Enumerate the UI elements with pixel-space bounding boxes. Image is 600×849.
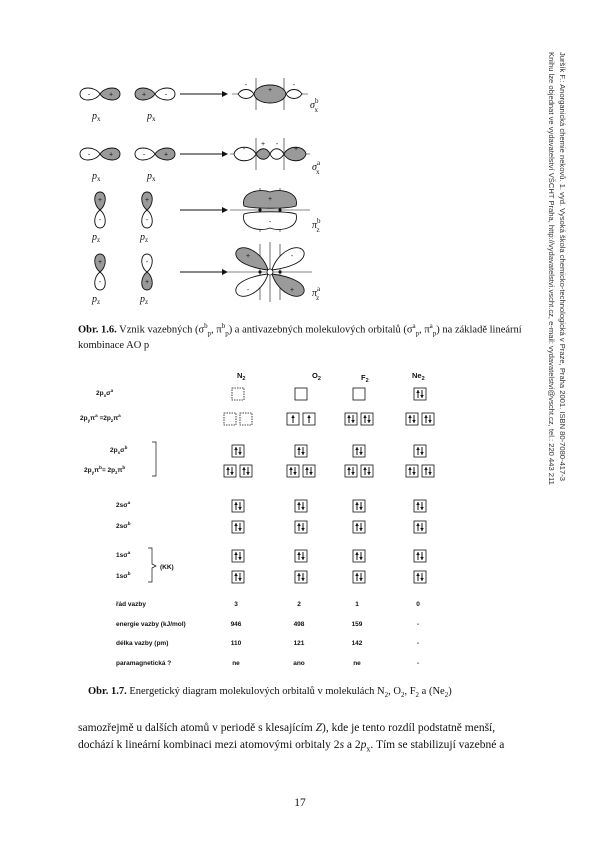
arrowhead <box>222 91 228 97</box>
orbital-box <box>295 521 307 533</box>
table-cell: 498 <box>293 621 305 628</box>
orbital-box <box>414 500 426 512</box>
px-orbital-left <box>80 88 120 100</box>
ao-label: $p_x$ <box>147 171 156 183</box>
orbital-box <box>414 521 426 533</box>
molecule-f2: $F_2$ <box>361 373 369 384</box>
svg-text:+: + <box>293 146 299 153</box>
table-row <box>116 601 420 608</box>
molecule-n2: $N_2$ <box>237 371 246 382</box>
orbital-box <box>295 445 307 457</box>
level-label-2px-sigma-b: $2p_x\sigma^b$ <box>110 445 128 455</box>
ao-label: $p_x$ <box>147 111 156 123</box>
table-row <box>116 640 419 647</box>
mo-label-pi-b: $\pi^b$ z <box>312 217 321 234</box>
orbital-overlap-figure <box>70 72 340 312</box>
orbital-box <box>240 465 252 477</box>
orbital-box <box>224 413 236 425</box>
level-label-2p-pi-b: $2p_y\pi^b= 2p_z\pi^b$ <box>84 465 126 475</box>
svg-text:-: - <box>244 82 248 89</box>
orbital-box <box>353 571 365 583</box>
table-row <box>116 621 419 628</box>
svg-text:+: + <box>144 279 150 286</box>
table-cell: 0 <box>416 601 420 608</box>
ao-label: $p_x$ <box>92 171 101 183</box>
pz-orbital-left <box>95 192 106 228</box>
molecule-ne2: $Ne_2$ <box>412 371 425 382</box>
ao-label: $p_z$ <box>92 232 101 244</box>
svg-text:-: - <box>242 146 246 153</box>
pz-orbital-right <box>142 192 153 228</box>
table-cell: - <box>416 660 420 667</box>
table-cell: ne <box>232 660 240 667</box>
side-citation <box>532 52 568 592</box>
energy-diagram-figure <box>76 368 436 678</box>
table-cell: 142 <box>351 640 363 647</box>
svg-text:+: + <box>267 196 273 203</box>
orbital-box <box>232 445 244 457</box>
molecule-o2: $O_2$ <box>312 371 321 382</box>
orbital-box <box>361 413 373 425</box>
orbital-box <box>353 550 365 562</box>
pz-orbital-left <box>95 254 106 290</box>
table-cell: ano <box>293 660 305 667</box>
svg-text:-: - <box>98 217 102 224</box>
table-cell: - <box>416 640 420 647</box>
mo-sigma-a <box>230 138 310 170</box>
orbital-box <box>353 500 365 512</box>
orbital-box <box>422 413 434 425</box>
orbital-box <box>232 388 244 400</box>
row-label-bond-order: řád vazby <box>116 601 146 608</box>
orbital-box <box>353 445 365 457</box>
orbital-box <box>232 571 244 583</box>
row-label-bond-length: délka vazby (pm) <box>116 640 169 647</box>
table-cell: 159 <box>351 621 363 628</box>
orbital-box <box>406 413 418 425</box>
level-label-1s-sigma-b: $1s\sigma^b$ <box>116 571 131 580</box>
orbital-box <box>232 500 244 512</box>
svg-text:-: - <box>292 82 296 89</box>
orbital-box <box>353 521 365 533</box>
orbital-boxes <box>224 388 434 583</box>
pz-orbital-right <box>142 254 153 290</box>
svg-text:+: + <box>97 259 103 266</box>
table-cell: 2 <box>297 601 301 608</box>
page-number: 17 <box>294 797 306 809</box>
side-citation-line-1: Juršík F.: Anorganická chemie nekovů. 1. vyd. Vysoká škola chemicko-technologická v Praze, Praha 2001. ISBN 80-7080-417-3 <box>558 52 567 481</box>
svg-text:+: + <box>108 151 114 159</box>
mo-pi-b <box>230 188 310 232</box>
orbital-box <box>414 445 426 457</box>
mo-label-sigma-b: $\sigma^b$ x <box>310 97 319 114</box>
level-label-1s-sigma-a: $1s\sigma^a$ <box>116 550 131 559</box>
figure-1-6-caption: Obr. 1.6. Vznik vazebných ($\sigma^b_p$, $\pi^b_p$) a antivazebných molekulových orbitalů ($\sigma^a_p$, $\pi^a_p$) na základě lineární kombinace AO p <box>78 320 528 352</box>
orbital-box <box>232 550 244 562</box>
svg-text:+: + <box>144 197 150 204</box>
body-paragraph <box>78 720 534 757</box>
orbital-box <box>295 571 307 583</box>
row-pz-pi-a <box>91 242 321 306</box>
mo-label-pi-a: $\pi^a$ z <box>312 285 321 302</box>
body-line-1: samozřejmě u dalších atomů v periodě s klesajícím Z), kde je tento rozdíl podstatně menší, <box>78 722 496 734</box>
svg-text:+: + <box>97 197 103 204</box>
px-orbital-right <box>135 148 175 160</box>
svg-text:-: - <box>246 287 250 294</box>
svg-text:-: - <box>98 279 102 286</box>
orbital-box <box>414 550 426 562</box>
property-table <box>116 601 420 667</box>
level-label-2p-pi-a: $2p_y\pi^a =2p_z\pi^a$ <box>80 413 121 423</box>
table-cell: 110 <box>230 640 242 647</box>
arrowhead <box>222 207 228 213</box>
row-px-sigma-a <box>80 138 321 183</box>
ao-label: $p_z$ <box>140 294 149 306</box>
table-cell: 1 <box>355 601 359 608</box>
orbital-box <box>414 388 426 400</box>
row-label-bond-energy: energie vazby (kJ/mol) <box>116 621 186 628</box>
caption-label: Obr. 1.6. <box>78 324 117 336</box>
row-label-paramagnetic: paramagnetická ? <box>116 660 172 667</box>
mo-label-sigma-a: $\sigma^a$ x <box>312 159 321 176</box>
side-citation-line-2: Knihu lze objednat ve vydavatelství VŠCHT Praha, http://vydavatelstvi.vscht.cz, e-mail: vydavatelstvi@vscht.cz, tel.: 220 443 211 <box>547 52 556 485</box>
kk-label: (KK) <box>160 564 174 571</box>
table-cell: 3 <box>234 601 238 608</box>
arrowhead <box>222 269 228 275</box>
caption-line-2: kombinace AO p <box>78 339 150 351</box>
orbital-box <box>303 465 315 477</box>
row-pz-pi-b <box>91 188 321 244</box>
level-label-2px-sigma-a: $2p_x\sigma^a$ <box>96 388 114 398</box>
arrowhead <box>222 151 228 157</box>
mo-pi-a <box>228 242 312 302</box>
table-row <box>116 660 419 667</box>
svg-text:-: - <box>142 151 146 159</box>
svg-text:-: - <box>275 141 279 148</box>
orbital-box <box>353 388 365 400</box>
svg-text:-: - <box>145 217 149 224</box>
figure-1-7-caption: Obr. 1.7. Energetický diagram molekulových orbitalů v molekulách $N_2$, $O_2$, $F_2$ a $(Ne_2)$ <box>88 686 452 700</box>
svg-text:-: - <box>290 253 294 260</box>
orbital-box <box>295 550 307 562</box>
table-cell: 946 <box>230 621 242 628</box>
svg-text:-: - <box>87 151 91 159</box>
minus-sign: - <box>87 91 91 99</box>
svg-text:-: - <box>145 259 149 266</box>
svg-text:+: + <box>289 287 295 294</box>
orbital-box <box>422 465 434 477</box>
level-label-2s-sigma-a: $2s\sigma^a$ <box>116 500 131 509</box>
orbital-box <box>345 465 357 477</box>
orbital-box <box>361 465 373 477</box>
ao-label: $p_z$ <box>92 294 101 306</box>
table-cell: - <box>416 621 420 628</box>
orbital-box <box>345 413 357 425</box>
svg-text:+: + <box>260 141 266 148</box>
molecule-headers <box>237 371 425 384</box>
body-line-2: dochází k lineární kombinaci mezi atomovými orbitaly 2s a $2p_x$. Tím se stabilizují vazebné a <box>78 739 505 754</box>
ao-label: $p_x$ <box>92 111 101 123</box>
plus-sign: + <box>108 91 114 99</box>
level-label-2s-sigma-b: $2s\sigma^b$ <box>116 521 131 530</box>
orbital-box <box>406 465 418 477</box>
ao-label: $p_z$ <box>140 232 149 244</box>
level-labels <box>80 388 174 582</box>
orbital-box <box>295 500 307 512</box>
svg-text:+: + <box>163 151 169 159</box>
row-px-sigma-b <box>80 78 319 123</box>
caption-label: Obr. 1.7. <box>88 686 127 697</box>
svg-text:-: - <box>268 219 272 226</box>
table-cell: 121 <box>293 640 305 647</box>
orbital-box <box>287 465 299 477</box>
px-orbital-right <box>135 88 175 100</box>
plus-sign: + <box>141 91 147 99</box>
svg-text:+: + <box>267 87 273 94</box>
mo-sigma-b <box>232 78 308 110</box>
table-cell: ne <box>353 660 361 667</box>
orbital-box <box>232 521 244 533</box>
orbital-box <box>414 571 426 583</box>
svg-text:+: + <box>245 253 251 260</box>
minus-sign: - <box>164 91 168 99</box>
orbital-box <box>295 388 307 400</box>
orbital-box <box>224 465 236 477</box>
px-orbital-left <box>80 148 120 160</box>
orbital-box <box>240 413 252 425</box>
